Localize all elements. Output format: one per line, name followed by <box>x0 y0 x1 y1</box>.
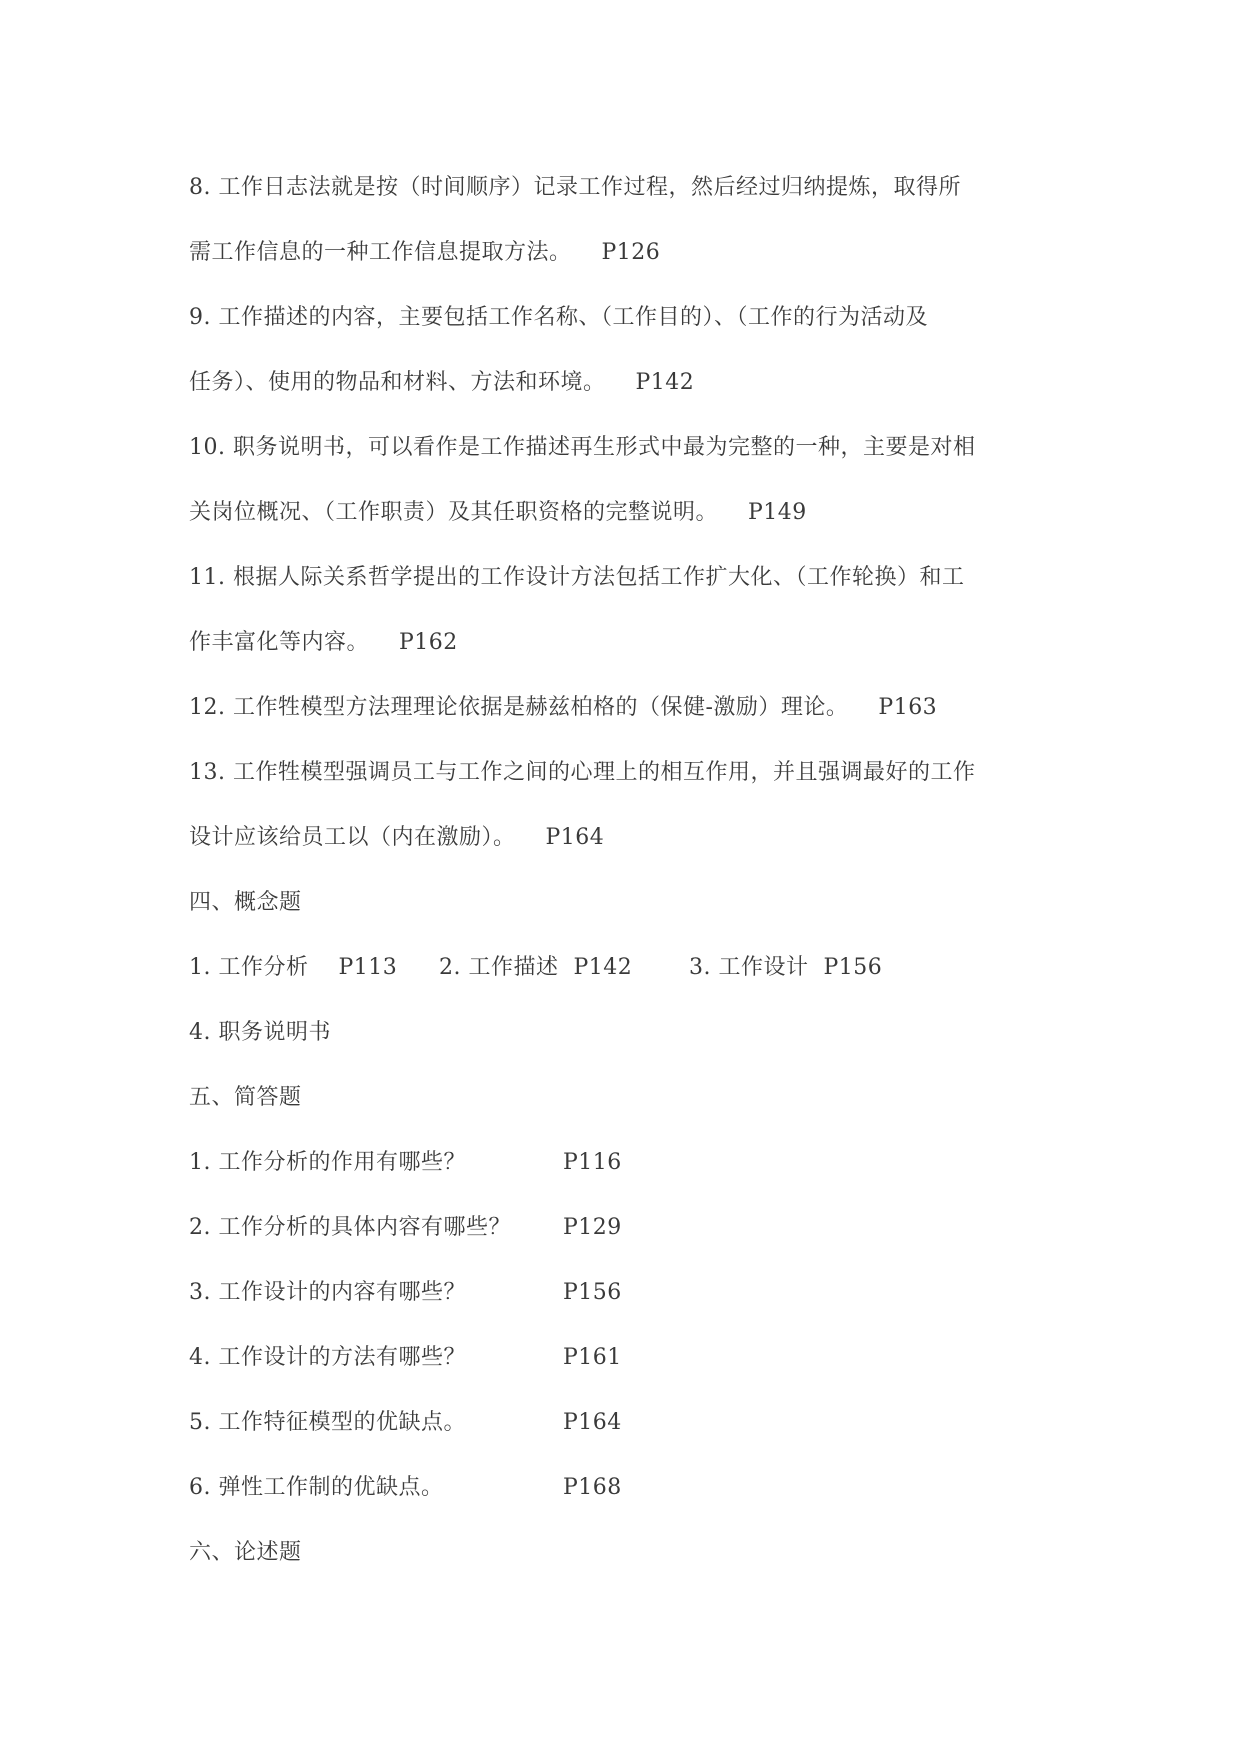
page-content <box>189 155 1069 1585</box>
short-answer-question: 5. 工作特征模型的优缺点。 <box>189 1410 466 1435</box>
fill-item-12: 12. 工作牲模型方法理理论依据是赫兹柏格的（保健-激励）理论。 P163 <box>189 695 938 720</box>
short-answer-page-ref: P161 <box>563 1345 622 1370</box>
concept-row <box>189 935 1069 1000</box>
short-answer-page-ref: P168 <box>563 1475 622 1500</box>
section-heading-essay: 六、论述题 <box>189 1540 302 1565</box>
short-answer-question: 6. 弹性工作制的优缺点。 <box>189 1475 444 1500</box>
short-answer-page-ref: P129 <box>563 1215 622 1240</box>
fill-item-8-line1: 8. 工作日志法就是按（时间顺序）记录工作过程，然后经过归纳提炼，取得所 <box>189 175 961 200</box>
short-answer-item <box>189 1390 1069 1455</box>
concept-item-3: 3. 工作设计 P156 <box>689 955 883 980</box>
short-answer-question: 1. 工作分析的作用有哪些？ <box>189 1150 466 1175</box>
fill-item-10-line2: 关岗位概况、（工作职责）及其任职资格的完整说明。 P149 <box>189 500 807 525</box>
section-heading-concepts: 四、概念题 <box>189 890 302 915</box>
concept-item-4: 4. 职务说明书 <box>189 1020 331 1045</box>
short-answer-question: 2. 工作分析的具体内容有哪些？ <box>189 1215 511 1240</box>
short-answer-page-ref: P164 <box>563 1410 622 1435</box>
fill-item-13-line1: 13. 工作牲模型强调员工与工作之间的心理上的相互作用，并且强调最好的工作 <box>189 760 976 785</box>
short-answer-item <box>189 1195 1069 1260</box>
short-answer-question: 4. 工作设计的方法有哪些？ <box>189 1345 466 1370</box>
short-answer-item <box>189 1455 1069 1520</box>
fill-item-10-line1: 10. 职务说明书，可以看作是工作描述再生形式中最为完整的一种，主要是对相 <box>189 435 976 460</box>
fill-item-13-line2: 设计应该给员工以（内在激励）。 P164 <box>189 825 605 850</box>
short-answer-page-ref: P156 <box>563 1280 622 1305</box>
short-answer-page-ref: P116 <box>563 1150 622 1175</box>
fill-item-9-line1: 9. 工作描述的内容，主要包括工作名称、（工作目的）、（工作的行为活动及 <box>189 305 928 330</box>
short-answer-item <box>189 1130 1069 1195</box>
fill-item-11-line2: 作丰富化等内容。 P162 <box>189 630 458 655</box>
short-answer-question: 3. 工作设计的内容有哪些？ <box>189 1280 466 1305</box>
section-heading-short-answer: 五、简答题 <box>189 1085 302 1110</box>
concept-item-1: 1. 工作分析 P113 <box>189 955 398 980</box>
concept-item-2: 2. 工作描述 P142 <box>439 955 633 980</box>
short-answer-item <box>189 1260 1069 1325</box>
fill-item-11-line1: 11. 根据人际关系哲学提出的工作设计方法包括工作扩大化、（工作轮换）和工 <box>189 565 965 590</box>
short-answer-item <box>189 1325 1069 1390</box>
fill-item-9-line2: 任务）、使用的物品和材料、方法和环境。 P142 <box>189 370 695 395</box>
fill-item-8-line2: 需工作信息的一种工作信息提取方法。 P126 <box>189 240 661 265</box>
